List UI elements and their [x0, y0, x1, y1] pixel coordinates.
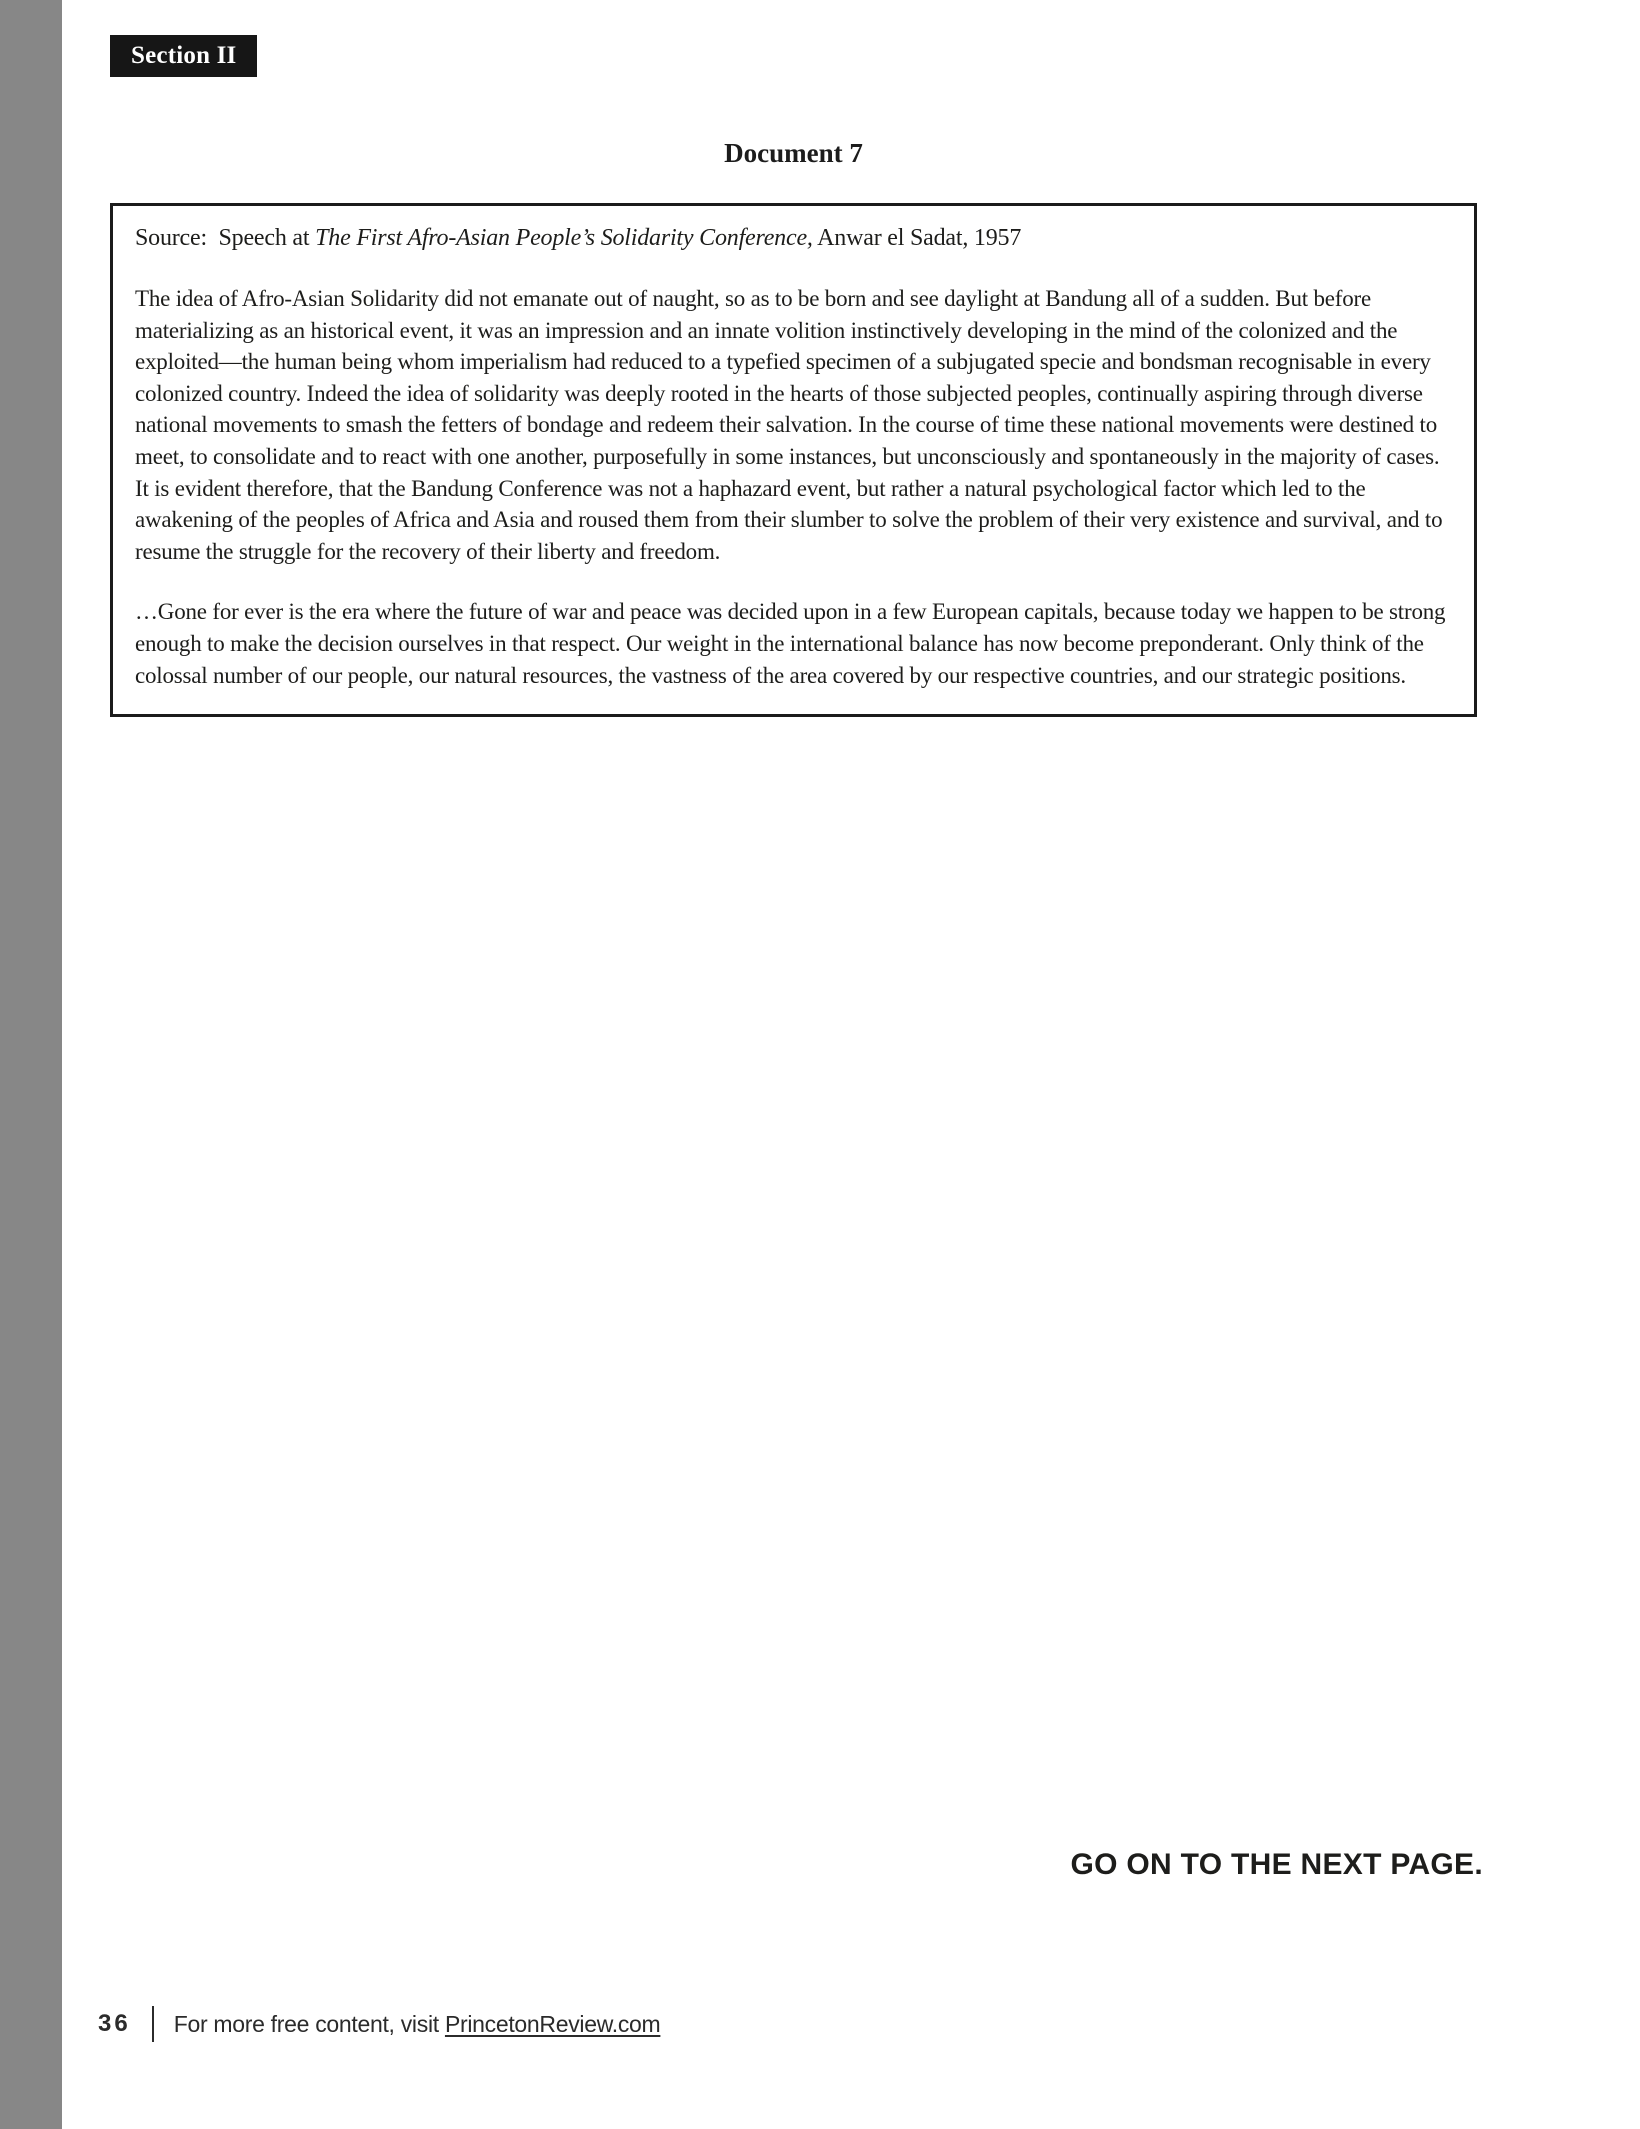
go-on-instruction: GO ON TO THE NEXT PAGE. [1070, 1848, 1483, 1881]
page-footer [98, 2006, 660, 2042]
document-title: Document 7 [724, 138, 863, 168]
footer-link[interactable]: PrincetonReview.com [444, 2010, 661, 2037]
document-paragraph-1: The idea of Afro-Asian Solidarity did not emanate out of naught, so as to be born and see daylight at Bandung all of a sudden. But before materializing as an historical event, it was an impression and an innate volition instinctively developing in the mind of the colonized and the exploited—the human being whom imperialism had reduced to a typefied specimen of a subjugated specie and bondsman recognisable in every colonized country. Indeed the idea of solidarity was deeply rooted in the hearts of those subjected peoples, continually aspiring through diverse national movements to smash the fetters of bondage and redeem their salvation. In the course of time these national movements were destined to meet, to consolidate and to react with one another, purposefully in some instances, but unconsciously and spontaneously in the majority of cases. It is evident therefore, that the Bandung Conference was not a haphazard event, but rather a natural psychological factor which led to the awakening of the peoples of Africa and Asia and roused them from their slumber to solve the problem of their very existence and survival, and to resume the struggle for the recovery of their liberty and freedom. [135, 286, 1443, 564]
source-attribution: Anwar el Sadat, 1957 [812, 225, 1022, 251]
page-number: 36 [98, 2010, 131, 2037]
section-badge-label: Section II [131, 42, 237, 69]
source-line [135, 223, 1450, 254]
source-title: The First Afro-Asian People’s Solidarity Conference, [315, 225, 813, 251]
document-paragraph-2: …Gone for ever is the era where the future of war and peace was decided upon in a few European capitals, because today we happen to be strong enough to make the decision ourselves in that respect. Our weight in the international balance has now become preponderant. Only think of the colossal number of our people, our natural resources, the vastness of the area covered by our respective countries, and our strategic positions. [135, 599, 1446, 688]
footer-promo-text: For more free content, visit [173, 2010, 445, 2037]
source-box [110, 203, 1477, 717]
source-prefix: Source: Speech at [135, 225, 316, 251]
footer-divider [152, 2006, 154, 2042]
section-badge [110, 35, 257, 77]
left-gray-bar [0, 0, 62, 2129]
